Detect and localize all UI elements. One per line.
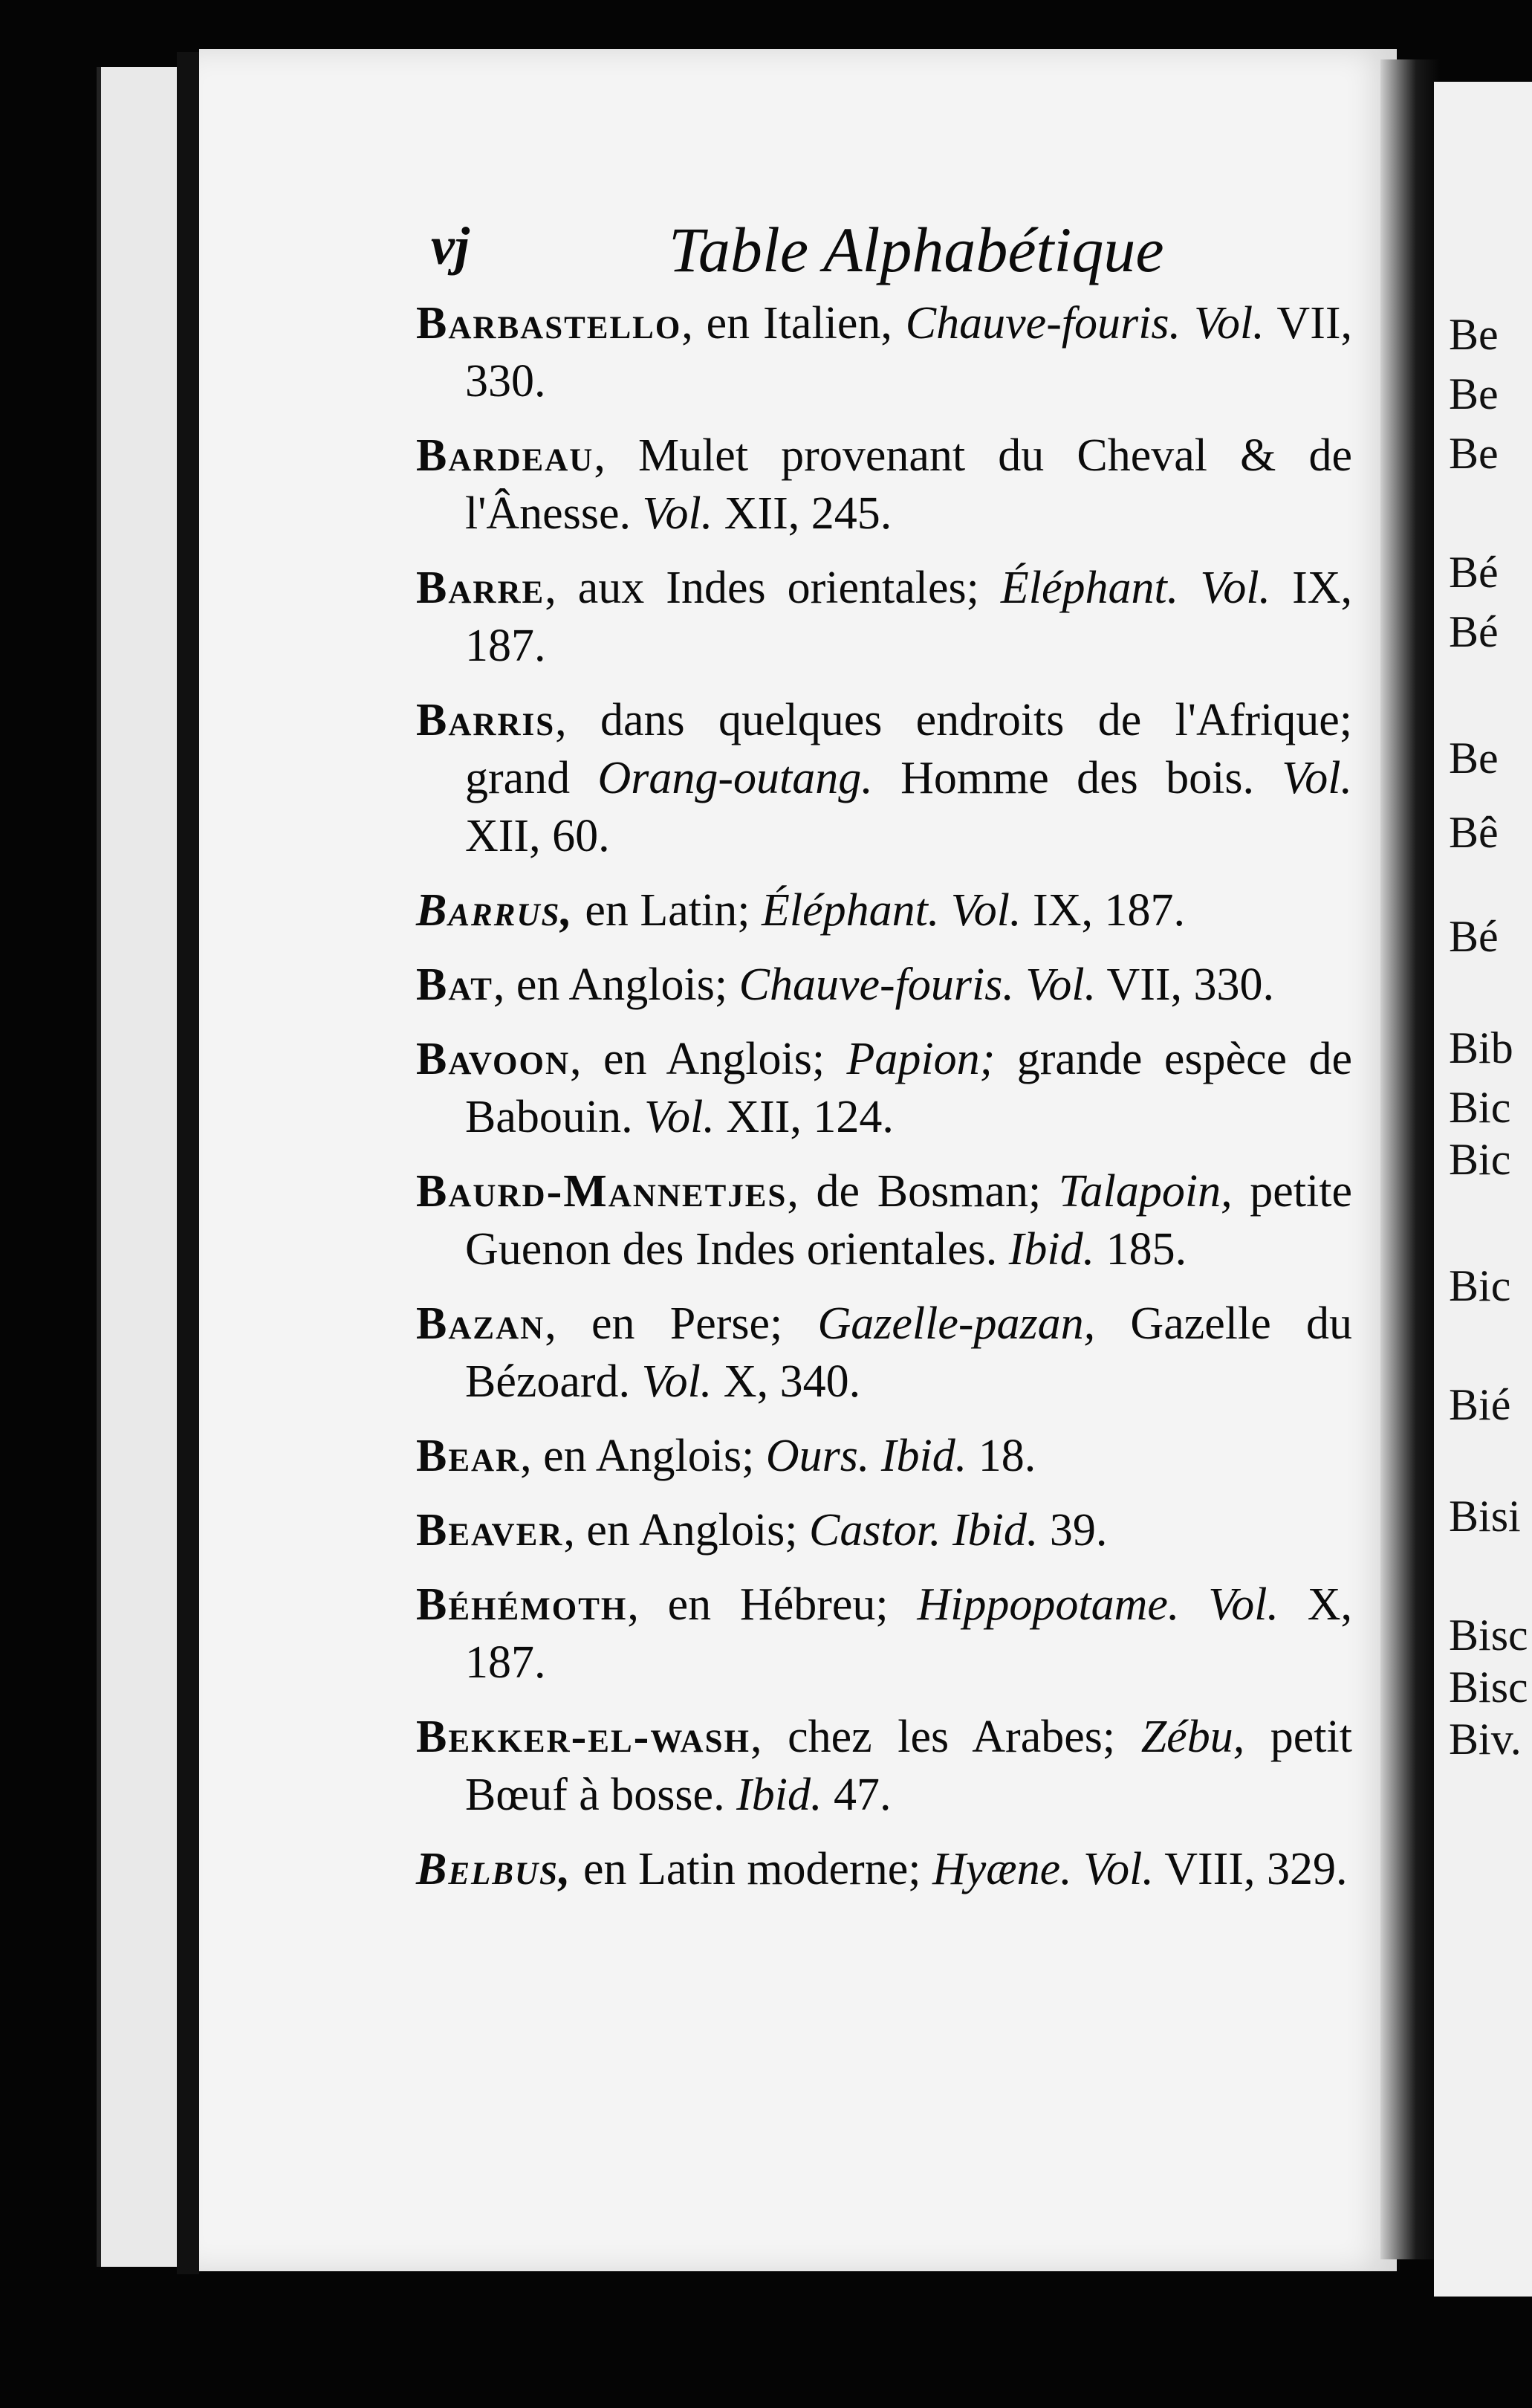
entry-text: 18.	[967, 1431, 1036, 1481]
entry-headword: Bat	[416, 959, 493, 1010]
page-title: Table Alphabétique	[669, 214, 1164, 285]
entry-reference: Vol.	[1282, 753, 1352, 803]
entry-reference: Hippopotame. Vol.	[917, 1579, 1279, 1630]
entry-headword: Bavoon	[416, 1034, 571, 1084]
index-text-block	[416, 216, 1352, 1915]
facing-page-fragment: Bisi	[1449, 1492, 1521, 1541]
facing-page-fragment: Bisc	[1449, 1663, 1528, 1712]
entry-text: , de Bosman;	[787, 1166, 1059, 1217]
entry-reference: Éléphant. Vol.	[761, 885, 1022, 936]
entry-text: 47.	[822, 1770, 892, 1820]
page-number: vj	[431, 216, 470, 276]
entry-text: petit Bœuf à bosse.	[465, 1712, 1352, 1820]
entry-text: IX, 187.	[1021, 885, 1185, 936]
entry-reference: Ibid.	[1008, 1224, 1095, 1275]
entry-headword: Barris	[416, 695, 556, 745]
entry-reference: Vol.	[641, 1356, 713, 1407]
entry-text: Gazelle du Bézoard.	[465, 1298, 1352, 1407]
index-entry	[416, 881, 1352, 939]
facing-page-fragment: Bé	[1449, 912, 1499, 961]
entry-reference: Chauve-fouris. Vol.	[739, 959, 1097, 1010]
entry-reference: Vol.	[1193, 298, 1265, 349]
entry-headword: Barrus,	[416, 885, 574, 936]
index-entry	[416, 1708, 1352, 1824]
entry-headword: Barre	[416, 563, 545, 613]
entry-text: XII, 245.	[713, 488, 892, 539]
facing-page-fragment: Be	[1449, 734, 1499, 783]
entry-reference: Talapoin,	[1058, 1166, 1233, 1217]
index-entry	[416, 1576, 1352, 1692]
entry-headword: Bazan	[416, 1298, 545, 1349]
index-entry	[416, 1162, 1352, 1278]
facing-page-fragment: Be	[1449, 369, 1499, 418]
entry-reference: Castor. Ibid.	[809, 1505, 1039, 1556]
facing-page-fragment: Bic	[1449, 1261, 1511, 1310]
index-entry	[416, 1295, 1352, 1411]
entry-text: en Latin moderne;	[571, 1844, 932, 1894]
entry-text: , dans quelques endroits de l'Afrique; grand	[465, 695, 1352, 803]
entry-text: , en Hébreu;	[627, 1579, 918, 1630]
entry-text: , en Anglois;	[570, 1034, 847, 1084]
facing-page-fragment: Biv.	[1449, 1715, 1522, 1764]
entry-headword: Béhémoth	[416, 1579, 628, 1630]
entry-text	[1181, 298, 1194, 349]
index-entry	[416, 956, 1352, 1014]
entry-reference: Orang-outang.	[597, 753, 873, 803]
entry-text: , en Anglois;	[563, 1505, 810, 1556]
index-entry	[416, 691, 1352, 865]
entry-reference: Papion;	[846, 1034, 996, 1084]
entry-text: petite Guenon des Indes orientales.	[465, 1166, 1352, 1275]
facing-page-fragment: Bé	[1449, 548, 1499, 597]
entry-reference: Vol.	[642, 488, 713, 539]
index-entries	[416, 294, 1352, 1898]
entry-text: , en Italien,	[681, 298, 906, 349]
index-entry	[416, 427, 1352, 543]
entry-headword: Beaver	[416, 1505, 564, 1556]
entry-text: grande espèce de Babouin.	[465, 1034, 1352, 1142]
entry-reference: Éléphant.	[1000, 563, 1179, 613]
index-entry	[416, 294, 1352, 410]
entry-text: XII, 124.	[714, 1092, 894, 1142]
entry-reference: Vol.	[644, 1092, 715, 1142]
entry-text: Homme des bois.	[872, 753, 1282, 803]
entry-reference: Ibid.	[736, 1770, 822, 1820]
entry-reference: Gazelle-pazan,	[817, 1298, 1096, 1349]
index-entry	[416, 1427, 1352, 1485]
entry-text: , chez les Arabes;	[750, 1712, 1141, 1762]
entry-headword: Baurd-Mannetjes	[416, 1166, 788, 1217]
entry-text: , en Anglois;	[493, 959, 739, 1010]
entry-reference: Chauve-fouris.	[905, 298, 1181, 349]
entry-headword: Bekker-el-wash	[416, 1712, 750, 1762]
entry-text: , Mulet provenant du Cheval & de l'Ânesse.	[465, 430, 1352, 539]
entry-text: 39.	[1038, 1505, 1108, 1556]
entry-text: VIII, 329.	[1153, 1844, 1348, 1894]
entry-text: X, 187.	[465, 1579, 1353, 1688]
entry-headword: Bear	[416, 1431, 521, 1481]
entry-text: 185.	[1094, 1224, 1187, 1275]
facing-page-fragment: Be	[1449, 429, 1499, 478]
facing-page-fragment: Bié	[1449, 1380, 1511, 1429]
facing-page-fragment: Bib	[1449, 1023, 1513, 1072]
index-entry	[416, 1501, 1352, 1559]
facing-page-fragment: Bic	[1449, 1135, 1511, 1184]
facing-page-fragment: Bisc	[1449, 1611, 1528, 1660]
running-head	[416, 216, 1352, 290]
entry-text: IX, 187.	[465, 563, 1353, 671]
entry-headword: Belbus,	[416, 1844, 572, 1894]
index-entry	[416, 1840, 1352, 1898]
index-entry	[416, 1030, 1352, 1146]
entry-text: X, 340.	[712, 1356, 861, 1407]
entry-text: VII, 330.	[465, 298, 1352, 407]
entry-text: , aux Indes orientales;	[545, 563, 1001, 613]
binding-shadow	[177, 52, 199, 2274]
entry-text: , en Perse;	[545, 1298, 818, 1349]
entry-headword: Barbastello	[416, 298, 682, 349]
entry-text: XII, 60.	[465, 811, 610, 861]
entry-text: , en Anglois;	[520, 1431, 766, 1481]
entry-reference: Zébu,	[1140, 1712, 1245, 1762]
entry-headword: Bardeau	[416, 430, 594, 481]
entry-text: VII, 330.	[1096, 959, 1275, 1010]
facing-page-fragment: Be	[1449, 310, 1499, 359]
page-gutter	[1380, 59, 1440, 2259]
entry-reference: Vol.	[1200, 563, 1271, 613]
entry-reference: Hyæne. Vol.	[932, 1844, 1154, 1894]
index-entry	[416, 559, 1352, 675]
facing-page-fragment: Bé	[1449, 607, 1499, 656]
entry-text: en Latin;	[573, 885, 762, 936]
entry-text	[1178, 563, 1200, 613]
facing-page-fragment: Bê	[1449, 808, 1499, 857]
entry-reference: Ours. Ibid.	[765, 1431, 967, 1481]
facing-page-fragment: Bic	[1449, 1083, 1511, 1132]
